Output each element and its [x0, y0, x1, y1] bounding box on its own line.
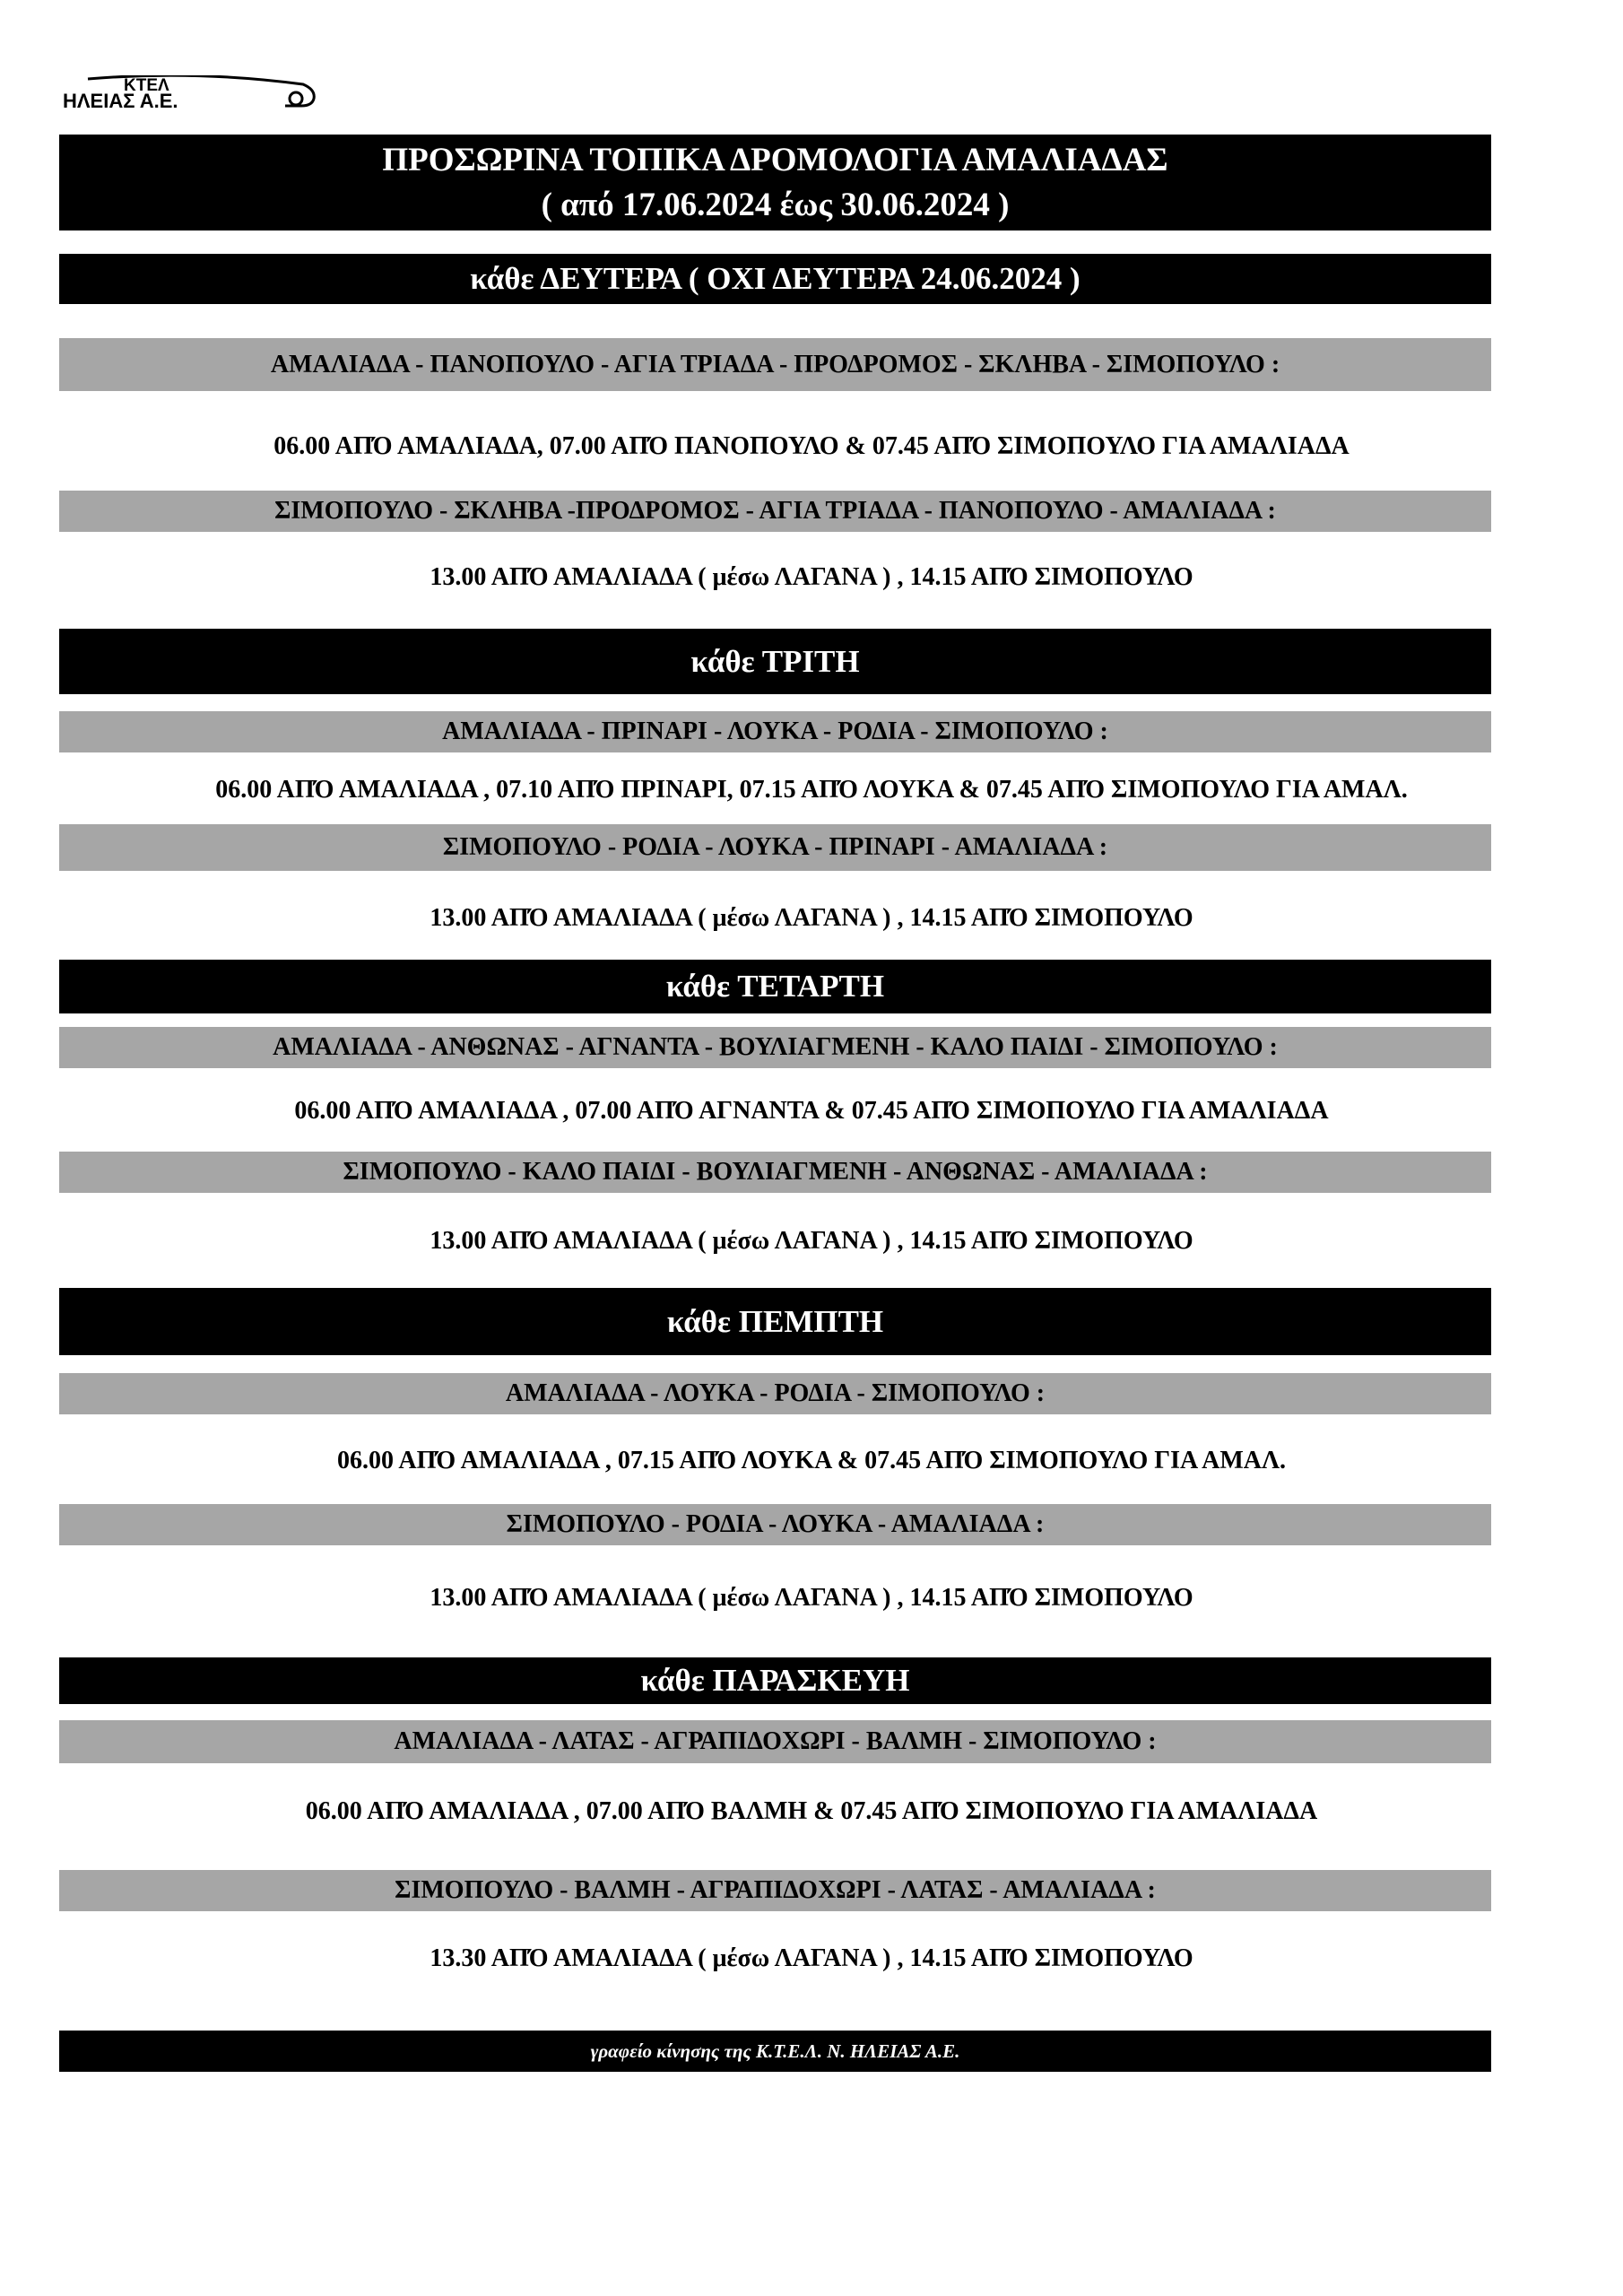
- times-return-wednesday: 13.00 ΑΠΌ ΑΜΑΛΙΑΔΑ ( μέσω ΛΑΓΑΝΑ ) , 14.15 ΑΠΌ ΣΙΜΟΠΟΥΛΟ: [430, 1227, 1193, 1255]
- route-return-thursday: ΣΙΜΟΠΟΥΛΟ - ΡΟΔΙΑ - ΛΟΥΚΑ - ΑΜΑΛΙΑΔΑ :: [59, 1504, 1491, 1545]
- route-return-friday: ΣΙΜΟΠΟΥΛΟ - ΒΑΛΜΗ - ΑΓΡΑΠΙΔΟΧΩΡΙ - ΛΑΤΑΣ - ΑΜΑΛΙΑΔΑ :: [59, 1870, 1491, 1911]
- route-return-monday: ΣΙΜΟΠΟΥΛΟ - ΣΚΛΗΒΑ -ΠΡΟΔΡΟΜΟΣ - ΑΓΙΑ ΤΡΙΑΔΑ - ΠΑΝΟΠΟΥΛΟ - ΑΜΑΛΙΑΔΑ :: [59, 491, 1491, 532]
- times-outbound-monday: 06.00 ΑΠΌ ΑΜΑΛΙΑΔΑ, 07.00 ΑΠΌ ΠΑΝΟΠΟΥΛΟ & 07.45 ΑΠΌ ΣΙΜΟΠΟΥΛΟ ΓΙΑ ΑΜΑΛΙΑΔΑ: [273, 432, 1350, 460]
- times-outbound-friday: 06.00 ΑΠΌ ΑΜΑΛΙΑΔΑ , 07.00 ΑΠΌ ΒΑΛΜΗ & 07.45 ΑΠΌ ΣΙΜΟΠΟΥΛΟ ΓΙΑ ΑΜΑΛΙΑΔΑ: [305, 1797, 1318, 1825]
- day-header-monday: κάθε ΔΕΥΤΕΡΑ ( ΟΧΙ ΔΕΥΤΕΡΑ 24.06.2024 ): [59, 254, 1491, 304]
- day-header-tuesday: κάθε ΤΡΙΤΗ: [59, 629, 1491, 694]
- route-return-tuesday: ΣΙΜΟΠΟΥΛΟ - ΡΟΔΙΑ - ΛΟΥΚΑ - ΠΡΙΝΑΡΙ - ΑΜΑΛΙΑΔΑ :: [59, 824, 1491, 871]
- times-outbound-tuesday: 06.00 ΑΠΌ ΑΜΑΛΙΑΔΑ , 07.10 ΑΠΌ ΠΡΙΝΑΡΙ, 07.15 ΑΠΌ ΛΟΥΚΑ & 07.45 ΑΠΌ ΣΙΜΟΠΟΥΛΟ ΓΙΑ ΑΜΑΛ.: [215, 776, 1408, 804]
- page-title: ΠΡΟΣΩΡΙΝΑ ΤΟΠΙΚΑ ΔΡΟΜΟΛΟΓΙΑ ΑΜΑΛΙΑΔΑΣ: [382, 141, 1168, 178]
- times-return-friday: 13.30 ΑΠΌ ΑΜΑΛΙΑΔΑ ( μέσω ΛΑΓΑΝΑ ) , 14.15 ΑΠΌ ΣΙΜΟΠΟΥΛΟ: [430, 1944, 1193, 1972]
- day-header-wednesday: κάθε ΤΕΤΑΡΤΗ: [59, 960, 1491, 1013]
- page-title-banner: [59, 135, 1491, 230]
- times-return-tuesday: 13.00 ΑΠΌ ΑΜΑΛΙΑΔΑ ( μέσω ΛΑΓΑΝΑ ) , 14.15 ΑΠΌ ΣΙΜΟΠΟΥΛΟ: [430, 904, 1193, 932]
- logo-line1: ΚΤΕΛ: [124, 76, 169, 95]
- times-outbound-wednesday: 06.00 ΑΠΌ ΑΜΑΛΙΑΔΑ , 07.00 ΑΠΌ ΑΓΝΑΝΤΑ & 07.45 ΑΠΌ ΣΙΜΟΠΟΥΛΟ ΓΙΑ ΑΜΑΛΙΑΔΑ: [294, 1097, 1329, 1125]
- logo-line2: ΗΛΕΙΑΣ Α.Ε.: [63, 90, 178, 111]
- day-header-friday: κάθε ΠΑΡΑΣΚΕΥΗ: [59, 1657, 1491, 1704]
- route-outbound-friday: ΑΜΑΛΙΑΔΑ - ΛΑΤΑΣ - ΑΓΡΑΠΙΔΟΧΩΡΙ - ΒΑΛΜΗ - ΣΙΜΟΠΟΥΛΟ :: [59, 1720, 1491, 1763]
- route-outbound-monday: ΑΜΑΛΙΑΔΑ - ΠΑΝΟΠΟΥΛΟ - ΑΓΙΑ ΤΡΙΑΔΑ - ΠΡΟΔΡΟΜΟΣ - ΣΚΛΗΒΑ - ΣΙΜΟΠΟΥΛΟ :: [59, 338, 1491, 391]
- bus-logo-icon: [61, 75, 317, 111]
- times-outbound-thursday: 06.00 ΑΠΌ ΑΜΑΛΙΑΔΑ , 07.15 ΑΠΌ ΛΟΥΚΑ & 07.45 ΑΠΌ ΣΙΜΟΠΟΥΛΟ ΓΙΑ ΑΜΑΛ.: [336, 1447, 1287, 1474]
- route-outbound-thursday: ΑΜΑΛΙΑΔΑ - ΛΟΥΚΑ - ΡΟΔΙΑ - ΣΙΜΟΠΟΥΛΟ :: [59, 1373, 1491, 1414]
- day-header-thursday: κάθε ΠΕΜΠΤΗ: [59, 1288, 1491, 1355]
- schedule-period: ( από 17.06.2024 έως 30.06.2024 ): [541, 186, 1010, 223]
- times-return-monday: 13.00 ΑΠΌ ΑΜΑΛΙΑΔΑ ( μέσω ΛΑΓΑΝΑ ) , 14.15 ΑΠΌ ΣΙΜΟΠΟΥΛΟ: [430, 563, 1193, 591]
- route-return-wednesday: ΣΙΜΟΠΟΥΛΟ - ΚΑΛΟ ΠΑΙΔΙ - ΒΟΥΛΙΑΓΜΕΝΗ - ΑΝΘΩΝΑΣ - ΑΜΑΛΙΑΔΑ :: [59, 1152, 1491, 1193]
- times-return-thursday: 13.00 ΑΠΌ ΑΜΑΛΙΑΔΑ ( μέσω ΛΑΓΑΝΑ ) , 14.15 ΑΠΌ ΣΙΜΟΠΟΥΛΟ: [430, 1584, 1193, 1612]
- company-logo: [61, 75, 317, 111]
- route-outbound-tuesday: ΑΜΑΛΙΑΔΑ - ΠΡΙΝΑΡΙ - ΛΟΥΚΑ - ΡΟΔΙΑ - ΣΙΜΟΠΟΥΛΟ :: [59, 711, 1491, 752]
- route-outbound-wednesday: ΑΜΑΛΙΑΔΑ - ΑΝΘΩΝΑΣ - ΑΓΝΑΝΤΑ - ΒΟΥΛΙΑΓΜΕΝΗ - ΚΑΛΟ ΠΑΙΔΙ - ΣΙΜΟΠΟΥΛΟ :: [59, 1027, 1491, 1068]
- footer-note: γραφείο κίνησης της Κ.Τ.Ε.Λ. Ν. ΗΛΕΙΑΣ Α.Ε.: [59, 2031, 1491, 2072]
